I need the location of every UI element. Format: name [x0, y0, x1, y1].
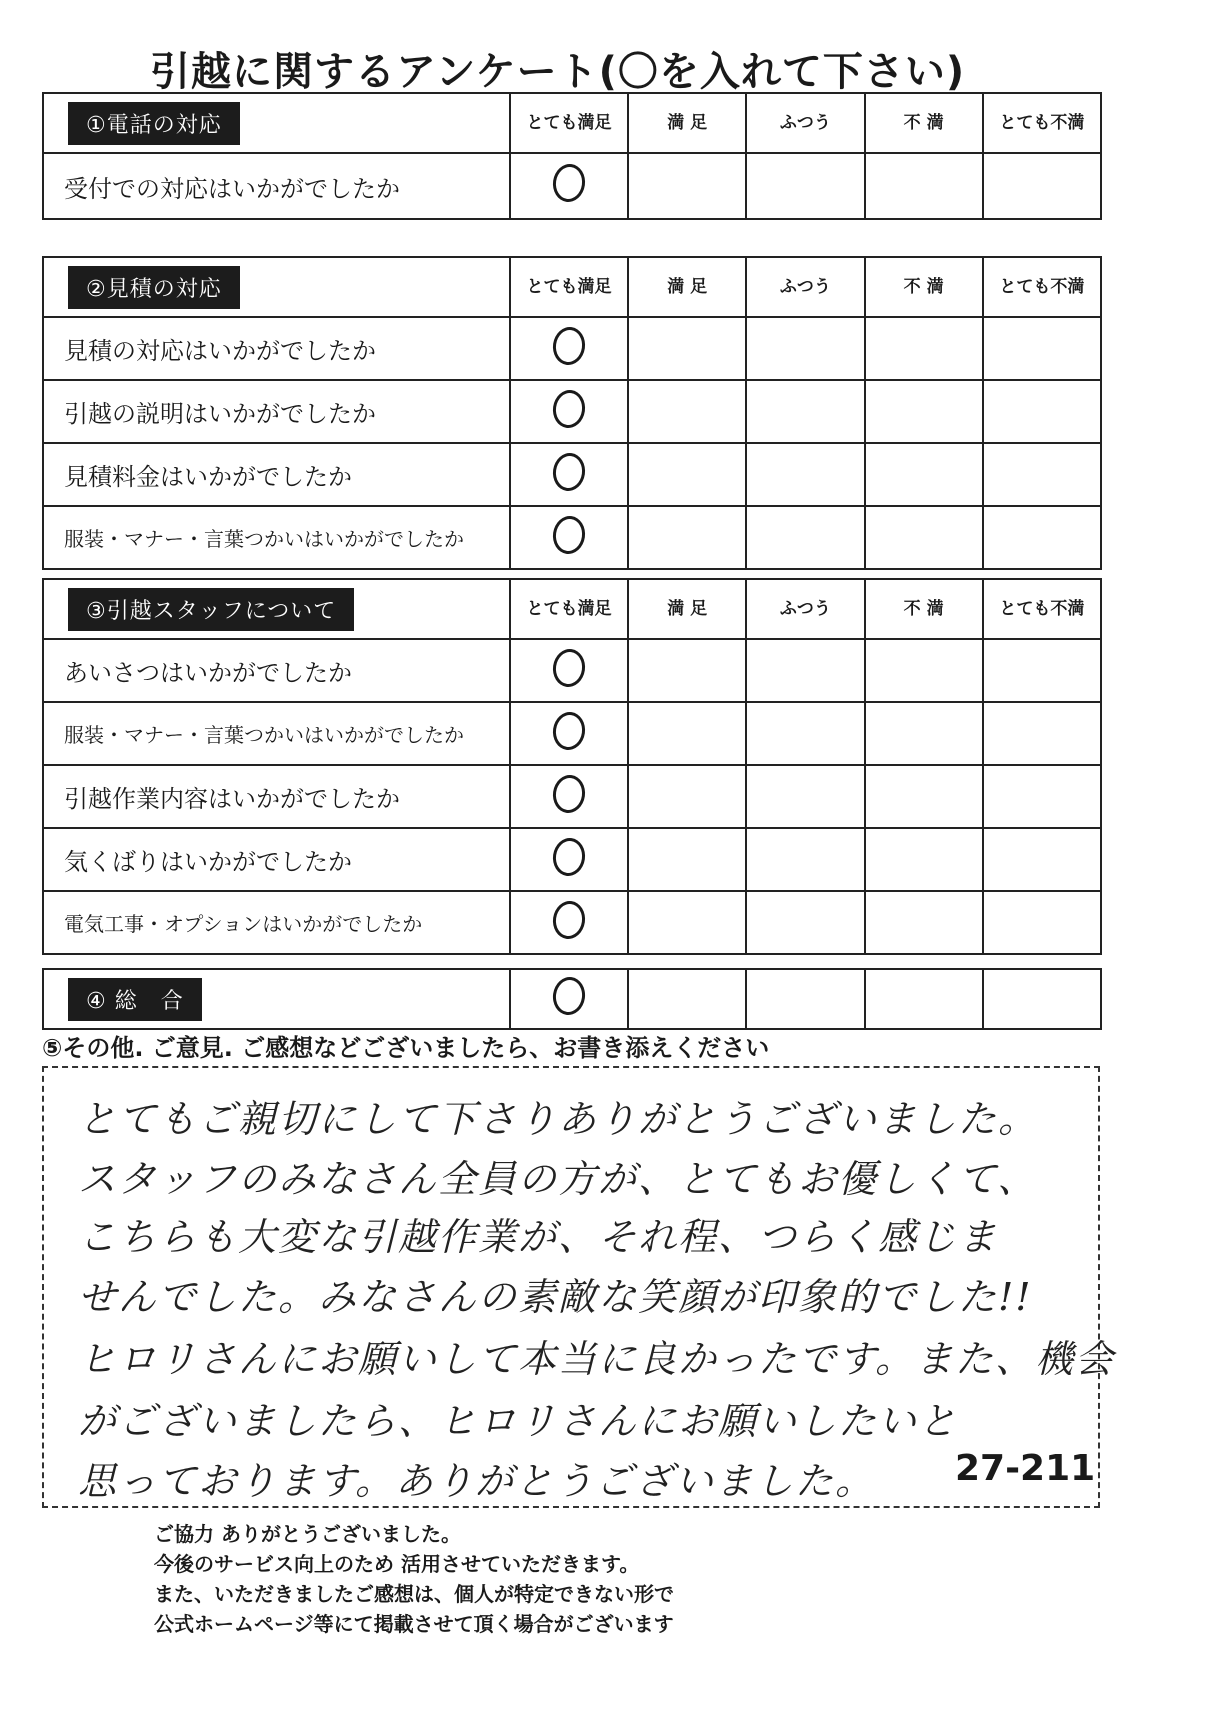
rating-cell[interactable] — [746, 506, 864, 569]
question-row — [43, 153, 1101, 219]
circle-mark — [550, 324, 587, 366]
question-text: 服装・マナー・言葉つかいはいかがでしたか — [43, 702, 510, 765]
circle-mark — [550, 387, 587, 429]
choice-header-3: ふつう — [746, 257, 864, 317]
rating-cell[interactable] — [628, 317, 746, 380]
rating-cell[interactable] — [865, 506, 983, 569]
question-row — [43, 380, 1101, 443]
rating-cell[interactable] — [746, 702, 864, 765]
choice-header-4: 不 満 — [865, 579, 983, 639]
section-label: ③引越スタッフについて — [68, 588, 354, 631]
rating-cell[interactable] — [983, 443, 1101, 506]
rating-cell[interactable] — [865, 443, 983, 506]
rating-cell[interactable] — [628, 969, 746, 1029]
choice-header-2: 満 足 — [628, 93, 746, 153]
section-header-row — [43, 257, 1101, 317]
rating-cell[interactable] — [628, 380, 746, 443]
circle-mark — [550, 450, 587, 492]
question-text: 受付での対応はいかがでしたか — [43, 153, 510, 219]
section-label-cell — [43, 579, 510, 639]
question-row — [43, 765, 1101, 828]
rating-cell[interactable] — [865, 969, 983, 1029]
choice-header-5: とても不満 — [983, 93, 1101, 153]
rating-cell[interactable] — [746, 828, 864, 891]
choice-header-2: 満 足 — [628, 257, 746, 317]
form-code: 27-211 — [955, 1448, 1096, 1489]
rating-cell[interactable] — [746, 443, 864, 506]
rating-cell[interactable] — [983, 317, 1101, 380]
handwritten-line: 思っております。ありがとうございました。 — [78, 1459, 875, 1503]
footer-line: 公式ホームページ等にて掲載させて頂く場合がございます — [154, 1612, 674, 1636]
section-header-row — [43, 579, 1101, 639]
section-label-cell — [43, 257, 510, 317]
question-text: 引越作業内容はいかがでしたか — [43, 765, 510, 828]
question-text: 見積の対応はいかがでしたか — [43, 317, 510, 380]
choice-header-1: とても満足 — [510, 93, 628, 153]
question-row — [43, 639, 1101, 702]
handwritten-line: とてもご親切にして下さりありがとうございました。 — [78, 1097, 1039, 1141]
question-text: 見積料金はいかがでしたか — [43, 443, 510, 506]
rating-cell[interactable] — [983, 891, 1101, 954]
circle-mark — [550, 646, 587, 688]
rating-cell[interactable] — [983, 380, 1101, 443]
handwritten-line: がございましたら、ヒロリさんにお願いしたいと — [78, 1399, 959, 1443]
question-text: 服装・マナー・言葉つかいはいかがでしたか — [43, 506, 510, 569]
survey-section-overall — [42, 968, 1102, 1030]
rating-cell[interactable] — [983, 828, 1101, 891]
circle-mark — [550, 162, 587, 204]
rating-cell[interactable] — [510, 702, 628, 765]
rating-cell[interactable] — [628, 506, 746, 569]
question-row — [43, 828, 1101, 891]
section-header-row — [43, 93, 1101, 153]
rating-cell[interactable] — [746, 639, 864, 702]
rating-cell[interactable] — [983, 969, 1101, 1029]
circle-mark — [550, 975, 587, 1017]
question-text: あいさつはいかがでしたか — [43, 639, 510, 702]
page-title: 引越に関するアンケート(〇を入れて下さい) — [150, 49, 966, 95]
question-text: 気くばりはいかがでしたか — [43, 828, 510, 891]
rating-cell[interactable] — [983, 702, 1101, 765]
question-row — [43, 506, 1101, 569]
rating-cell[interactable] — [746, 765, 864, 828]
rating-cell[interactable] — [510, 443, 628, 506]
rating-cell[interactable] — [510, 380, 628, 443]
rating-cell[interactable] — [865, 765, 983, 828]
section-label: ①電話の対応 — [68, 102, 240, 145]
rating-cell[interactable] — [746, 891, 864, 954]
section-label: ②見積の対応 — [68, 266, 240, 309]
question-row — [43, 443, 1101, 506]
choice-header-2: 満 足 — [628, 579, 746, 639]
choice-header-4: 不 満 — [865, 257, 983, 317]
handwritten-line: ヒロリさんにお願いして本当に良かったです。また、機会 — [78, 1337, 1115, 1381]
rating-cell[interactable] — [983, 639, 1101, 702]
rating-cell[interactable] — [510, 828, 628, 891]
circle-mark — [550, 709, 587, 751]
footer-line: また、いただきましたご感想は、個人が特定できない形で — [154, 1582, 674, 1606]
footer-line: ご協力 ありがとうございました。 — [154, 1522, 461, 1546]
rating-cell[interactable] — [746, 153, 864, 219]
rating-cell[interactable] — [628, 891, 746, 954]
rating-cell[interactable] — [510, 639, 628, 702]
rating-cell[interactable] — [628, 828, 746, 891]
rating-cell[interactable] — [628, 702, 746, 765]
rating-cell[interactable] — [628, 443, 746, 506]
overall-label: ④ 総 合 — [68, 978, 202, 1021]
question-row — [43, 702, 1101, 765]
section-label-cell — [43, 93, 510, 153]
rating-cell[interactable] — [865, 828, 983, 891]
handwritten-line: こちらも大変な引越作業が、それ程、つらく感じま — [78, 1215, 999, 1259]
rating-cell[interactable] — [865, 639, 983, 702]
footer-line: 今後のサービス向上のため 活用させていただきます。 — [154, 1552, 640, 1576]
handwritten-line: せんでした。みなさんの素敵な笑顔が印象的でした!! — [78, 1275, 1033, 1319]
choice-header-1: とても満足 — [510, 257, 628, 317]
rating-cell[interactable] — [510, 317, 628, 380]
rating-cell[interactable] — [865, 702, 983, 765]
choice-header-5: とても不満 — [983, 579, 1101, 639]
choice-header-4: 不 満 — [865, 93, 983, 153]
rating-cell[interactable] — [510, 153, 628, 219]
overall-label-cell — [43, 969, 510, 1029]
comments-heading: ⑤その他. ご意見. ご感想などございましたら、お書き添えください — [42, 1034, 770, 1062]
rating-cell[interactable] — [628, 765, 746, 828]
question-text: 電気工事・オプションはいかがでしたか — [43, 891, 510, 954]
choice-header-3: ふつう — [746, 93, 864, 153]
rating-cell[interactable] — [983, 506, 1101, 569]
overall-row — [43, 969, 1101, 1029]
choice-header-5: とても不満 — [983, 257, 1101, 317]
survey-section-3 — [42, 578, 1102, 955]
rating-cell[interactable] — [983, 765, 1101, 828]
rating-cell[interactable] — [746, 380, 864, 443]
rating-cell[interactable] — [628, 639, 746, 702]
rating-cell[interactable] — [865, 317, 983, 380]
survey-section-1 — [42, 92, 1102, 220]
circle-mark — [550, 513, 587, 555]
rating-cell[interactable] — [510, 891, 628, 954]
rating-cell[interactable] — [510, 969, 628, 1029]
circle-mark — [550, 772, 587, 814]
rating-cell[interactable] — [746, 969, 864, 1029]
rating-cell[interactable] — [865, 380, 983, 443]
choice-header-1: とても満足 — [510, 579, 628, 639]
rating-cell[interactable] — [628, 153, 746, 219]
choice-header-3: ふつう — [746, 579, 864, 639]
rating-cell[interactable] — [510, 506, 628, 569]
rating-cell[interactable] — [746, 317, 864, 380]
survey-section-2 — [42, 256, 1102, 570]
circle-mark — [550, 835, 587, 877]
handwritten-line: スタッフのみなさん全員の方が、とてもお優しくて、 — [78, 1157, 1038, 1201]
rating-cell[interactable] — [510, 765, 628, 828]
question-text: 引越の説明はいかがでしたか — [43, 380, 510, 443]
question-row — [43, 317, 1101, 380]
rating-cell[interactable] — [865, 153, 983, 219]
question-row — [43, 891, 1101, 954]
rating-cell[interactable] — [865, 891, 983, 954]
rating-cell[interactable] — [983, 153, 1101, 219]
circle-mark — [550, 898, 587, 940]
